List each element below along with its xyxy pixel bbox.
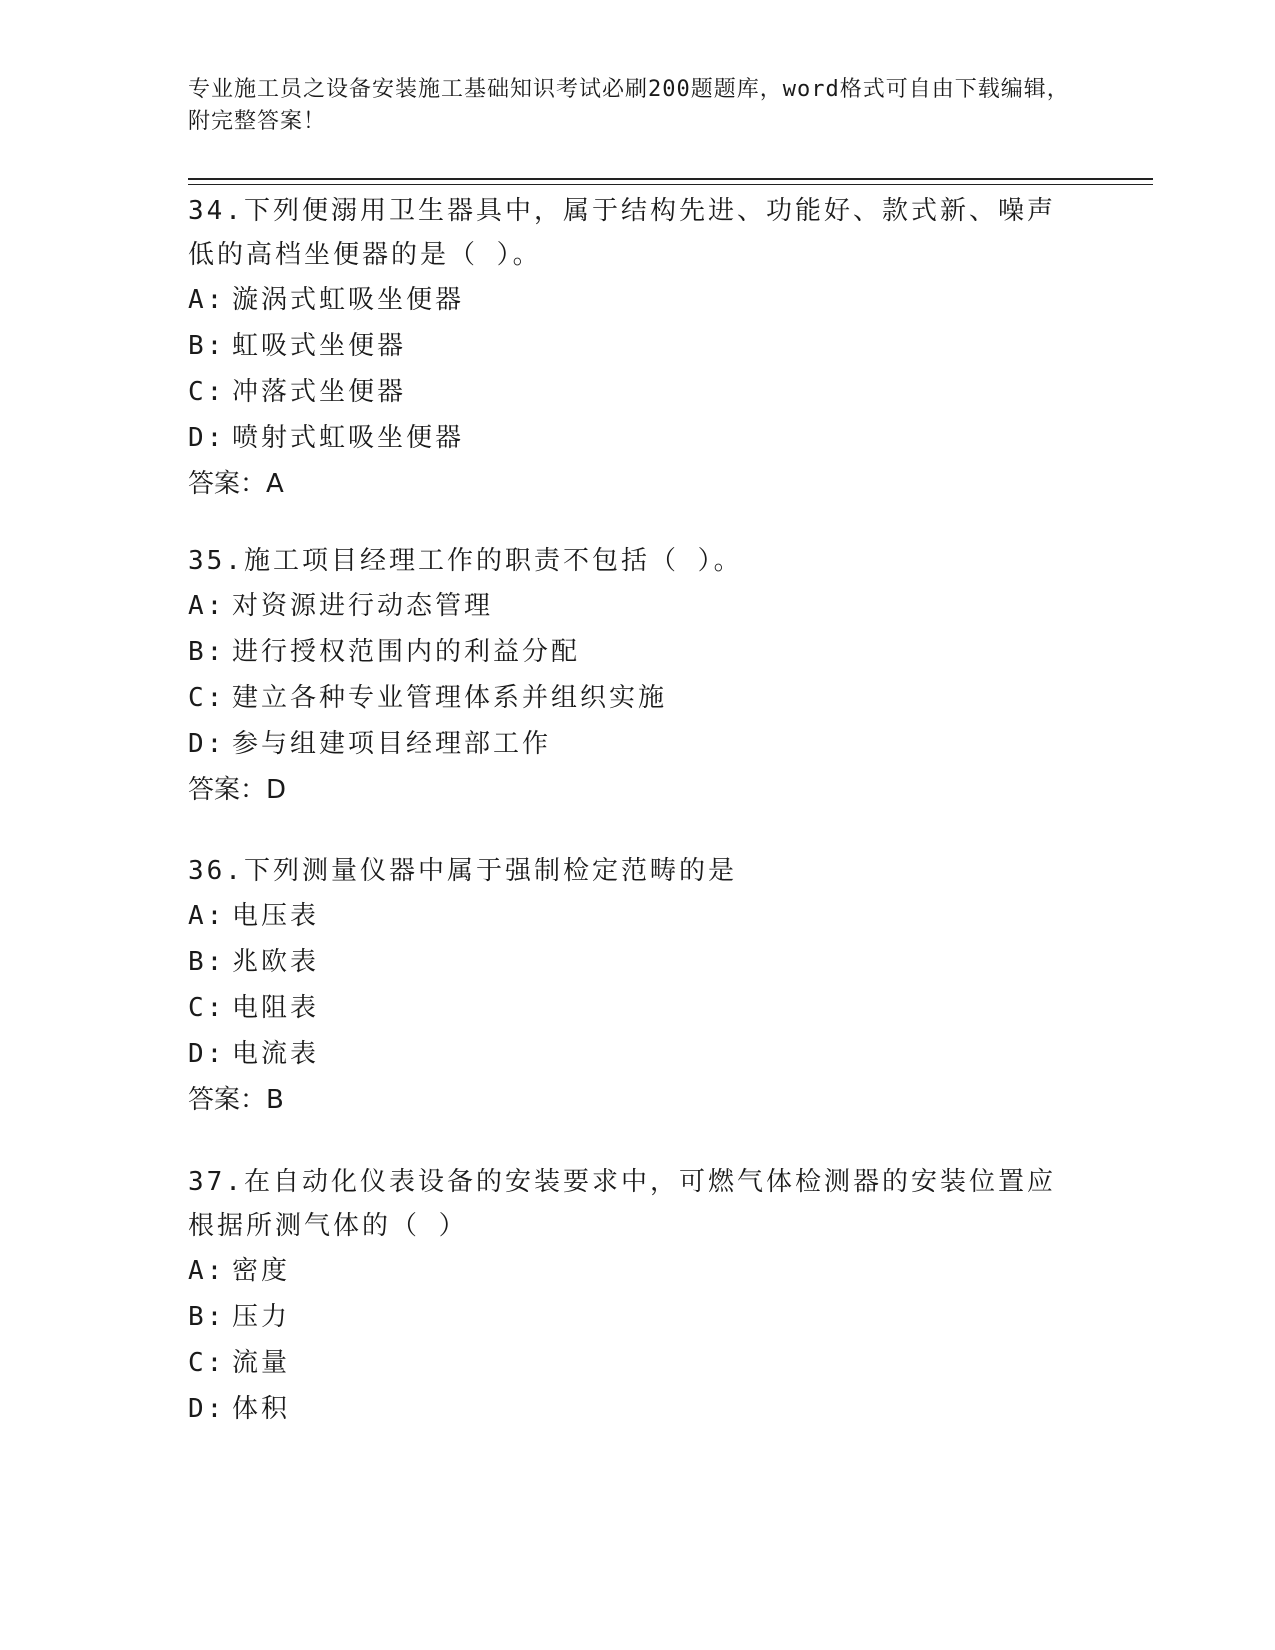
question-title: 36.下列测量仪器中属于强制检定范畴的是 — [188, 856, 737, 886]
option-c — [188, 675, 1088, 721]
header-rule-thick — [188, 178, 1153, 180]
option-letter: D: — [188, 423, 226, 453]
question-36 — [188, 849, 1088, 1123]
option-a — [188, 1248, 1068, 1294]
option-letter: C: — [188, 993, 226, 1023]
option-a — [188, 277, 1068, 323]
option-letter: B: — [188, 1302, 226, 1332]
question-title: 34.下列便溺用卫生器具中，属于结构先进、功能好、款式新、噪声低的高档坐便器的是（ ）。 — [188, 196, 1056, 270]
option-text: 电流表 — [232, 1039, 320, 1069]
header-rule-thin — [188, 184, 1153, 185]
option-letter: C: — [188, 377, 226, 407]
option-letter: C: — [188, 683, 226, 713]
question-title: 37.在自动化仪表设备的安装要求中，可燃气体检测器的安装位置应根据所测气体的（ ） — [188, 1167, 1056, 1241]
option-letter: A: — [188, 901, 226, 931]
option-letter: D: — [188, 1039, 226, 1069]
option-a — [188, 893, 1088, 939]
option-b — [188, 1294, 1068, 1340]
option-text: 建立各种专业管理体系并组织实施 — [232, 683, 668, 713]
answer: 答案：B — [188, 1085, 284, 1115]
option-text: 漩涡式虹吸坐便器 — [232, 285, 465, 315]
option-d — [188, 1031, 1088, 1077]
option-text: 兆欧表 — [232, 947, 320, 977]
option-letter: A: — [188, 591, 226, 621]
option-c — [188, 985, 1088, 1031]
option-text: 冲落式坐便器 — [232, 377, 407, 407]
option-letter: A: — [188, 285, 226, 315]
option-text: 进行授权范围内的利益分配 — [232, 637, 581, 667]
option-text: 流量 — [232, 1348, 291, 1378]
option-text: 电压表 — [232, 901, 320, 931]
option-c — [188, 1340, 1068, 1386]
option-text: 对资源进行动态管理 — [232, 591, 494, 621]
answer: 答案：A — [188, 469, 284, 499]
option-letter: A: — [188, 1256, 226, 1286]
option-text: 虹吸式坐便器 — [232, 331, 407, 361]
question-title: 35.施工项目经理工作的职责不包括（ ）。 — [188, 546, 743, 576]
option-letter: D: — [188, 729, 226, 759]
option-a — [188, 583, 1088, 629]
option-b — [188, 939, 1088, 985]
question-35 — [188, 539, 1088, 813]
option-text: 喷射式虹吸坐便器 — [232, 423, 465, 453]
option-b — [188, 323, 1068, 369]
option-d — [188, 1386, 1068, 1432]
document-header: 专业施工员之设备安装施工基础知识考试必刷200题题库，word格式可自由下载编辑，附完整答案！ — [188, 77, 1070, 134]
option-text: 参与组建项目经理部工作 — [232, 729, 552, 759]
option-text: 密度 — [232, 1256, 291, 1286]
option-letter: B: — [188, 331, 226, 361]
option-d — [188, 721, 1088, 767]
option-text: 压力 — [232, 1302, 291, 1332]
answer: 答案：D — [188, 775, 287, 805]
option-letter: B: — [188, 947, 226, 977]
option-c — [188, 369, 1068, 415]
option-b — [188, 629, 1088, 675]
option-text: 电阻表 — [232, 993, 320, 1023]
option-text: 体积 — [232, 1394, 291, 1424]
option-letter: C: — [188, 1348, 226, 1378]
question-37 — [188, 1160, 1068, 1432]
option-d — [188, 415, 1068, 461]
question-34 — [188, 189, 1068, 507]
option-letter: B: — [188, 637, 226, 667]
option-letter: D: — [188, 1394, 226, 1424]
